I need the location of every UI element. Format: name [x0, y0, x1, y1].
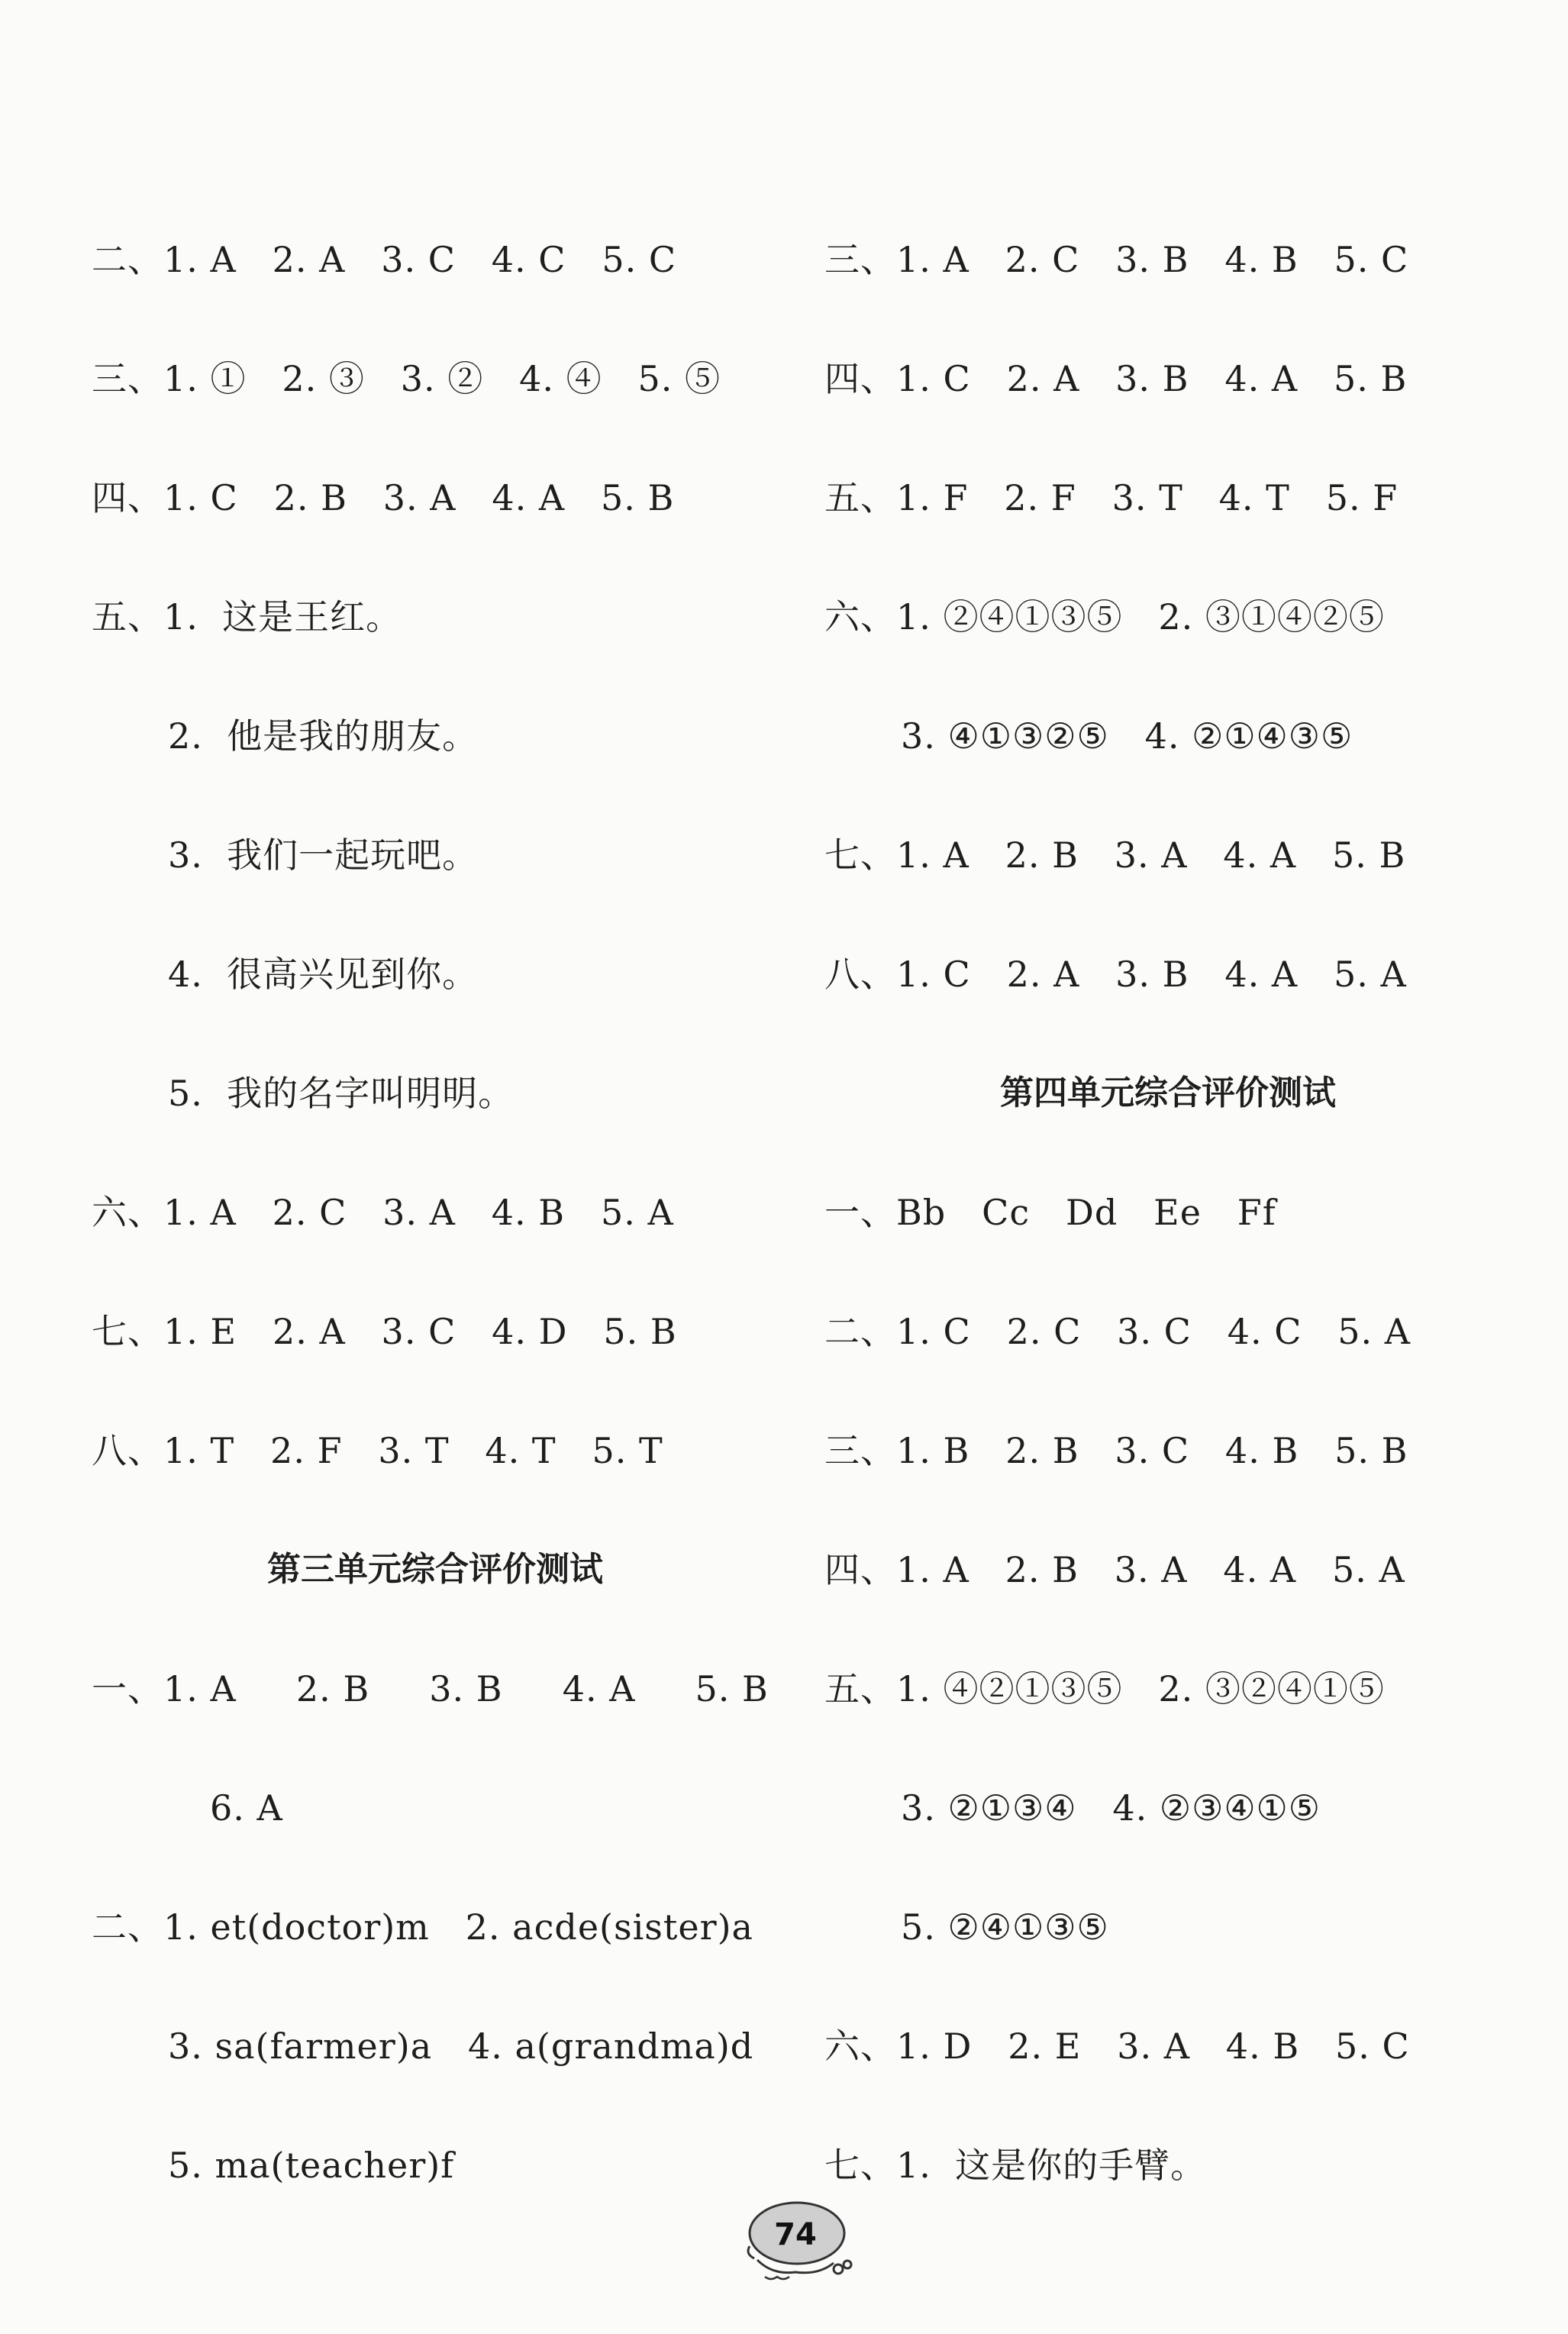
answer-line: 三、1. A 2. C 3. B 4. B 5. C [824, 239, 1409, 280]
answer-line: 三、1. ① 2. ③ 3. ② 4. ④ 5. ⑤ [92, 358, 721, 399]
answer-line: 一、1. A 2. B 3. B 4. A 5. B [92, 1668, 769, 1709]
answer-line: 3. ④①③②⑤ 4. ②①④③⑤ [901, 715, 1353, 757]
answer-line: 四、1. A 2. B 3. A 4. A 5. A [824, 1549, 1405, 1590]
answer-line: 六、1. ②④①③⑤ 2. ③①④②⑤ [824, 596, 1385, 638]
answer-line: 二、1. et(doctor)m 2. acde(sister)a [92, 1906, 753, 1948]
answer-line: 二、1. A 2. A 3. C 4. C 5. C [92, 239, 677, 280]
answer-line: 5. ②④①③⑤ [901, 1906, 1109, 1948]
answer-line: 6. A [210, 1787, 283, 1829]
answer-line: 四、1. C 2. B 3. A 4. A 5. B [92, 477, 675, 518]
answer-line: 5. 我的名字叫明明。 [168, 1073, 515, 1114]
answer-line: 七、1. E 2. A 3. C 4. D 5. B [92, 1311, 677, 1352]
section-title: 第四单元综合评价测试 [1000, 1073, 1336, 1112]
answer-line: 2. 他是我的朋友。 [168, 715, 479, 757]
answer-line: 4. 很高兴见到你。 [168, 954, 479, 995]
page-number: 74 [774, 2217, 817, 2252]
answer-line: 四、1. C 2. A 3. B 4. A 5. B [824, 358, 1408, 399]
answer-line: 六、1. D 2. E 3. A 4. B 5. C [824, 2026, 1410, 2067]
answer-line: 二、1. C 2. C 3. C 4. C 5. A [824, 1311, 1412, 1352]
answer-line: 八、1. T 2. F 3. T 4. T 5. T [92, 1430, 663, 1471]
answer-line: 5. ma(teacher)f [168, 2145, 455, 2186]
answer-line: 一、Bb Cc Dd Ee Ff [824, 1192, 1276, 1233]
page-number-badge [742, 2199, 857, 2290]
answer-line: 七、1. 这是你的手臂。 [824, 2145, 1207, 2186]
answer-line: 3. sa(farmer)a 4. a(grandma)d [168, 2026, 754, 2067]
answer-line: 3. ②①③④ 4. ②③④①⑤ [901, 1787, 1321, 1829]
answer-line: 八、1. C 2. A 3. B 4. A 5. A [824, 954, 1407, 995]
answer-line: 3. 我们一起玩吧。 [168, 834, 479, 876]
answer-line: 五、1. ④②①③⑤ 2. ③②④①⑤ [824, 1668, 1385, 1709]
answer-line: 五、1. F 2. F 3. T 4. T 5. F [824, 477, 1399, 518]
section-title: 第三单元综合评价测试 [267, 1550, 603, 1589]
answer-line: 六、1. A 2. C 3. A 4. B 5. A [92, 1192, 674, 1233]
answer-line: 三、1. B 2. B 3. C 4. B 5. B [824, 1430, 1408, 1471]
answer-line: 五、1. 这是王红。 [92, 596, 402, 638]
answer-line: 七、1. A 2. B 3. A 4. A 5. B [824, 834, 1406, 876]
